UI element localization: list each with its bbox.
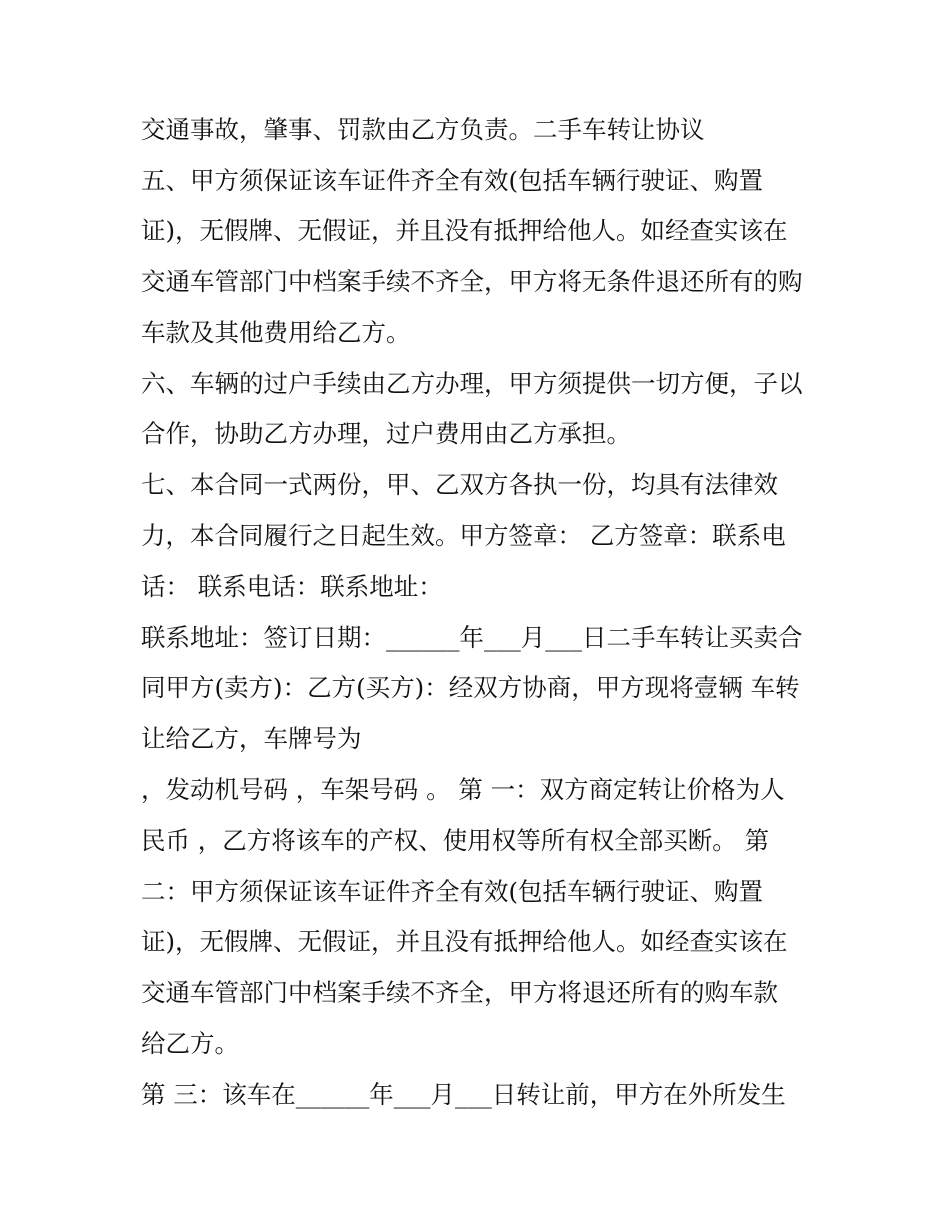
text-line: 话： 联系电话：联系地址： <box>141 572 443 601</box>
text-line: 六、车辆的过户手续由乙方办理，甲方须提供一切方便，子以 <box>141 369 803 398</box>
text-line: 交通车管部门中档案手续不齐全，甲方将无条件退还所有的购 <box>141 267 803 296</box>
text-line: 二：甲方须保证该车证件齐全有效(包括车辆行驶证、购置 <box>141 877 764 906</box>
text-line: 证)，无假牌、无假证，并且没有抵押给他人。如经查实该在 <box>141 927 788 956</box>
text-line: 第 三：该车在______年___月___日转让前，甲方在外所发生 <box>141 1080 786 1109</box>
text-line: ，发动机号码 ，车架号码 。 第 一：双方商定转让价格为人 <box>141 775 785 804</box>
text-line: 七、本合同一式两份，甲、乙双方各执一份，均具有法律效 <box>141 470 778 499</box>
text-line: 交通事故，肇事、罚款由乙方负责。二手车转让协议 <box>141 115 705 144</box>
text-line: 交通车管部门中档案手续不齐全，甲方将退还所有的购车款 <box>141 978 778 1007</box>
text-line: 合作，协助乙方办理，过户费用由乙方承担。 <box>141 419 631 448</box>
text-line: 让给乙方，车牌号为 <box>141 724 362 753</box>
text-line: 同甲方(卖方)：乙方(买方)：经双方协商，甲方现将壹辆 车转 <box>141 673 800 702</box>
text-line: 给乙方。 <box>141 1029 239 1058</box>
text-line: 车款及其他费用给乙方。 <box>141 318 411 347</box>
text-line: 五、甲方须保证该车证件齐全有效(包括车辆行驶证、购置 <box>141 166 764 195</box>
text-line: 联系地址：签订日期：______年___月___日二手车转让买卖合 <box>141 623 803 652</box>
text-line: 力，本合同履行之日起生效。甲方签章： 乙方签章：联系电 <box>141 521 786 550</box>
text-line: 民币 ，乙方将该车的产权、使用权等所有权全部买断。 第 <box>141 826 770 855</box>
text-line: 证)，无假牌、无假证，并且没有抵押给他人。如经查实该在 <box>141 216 788 245</box>
